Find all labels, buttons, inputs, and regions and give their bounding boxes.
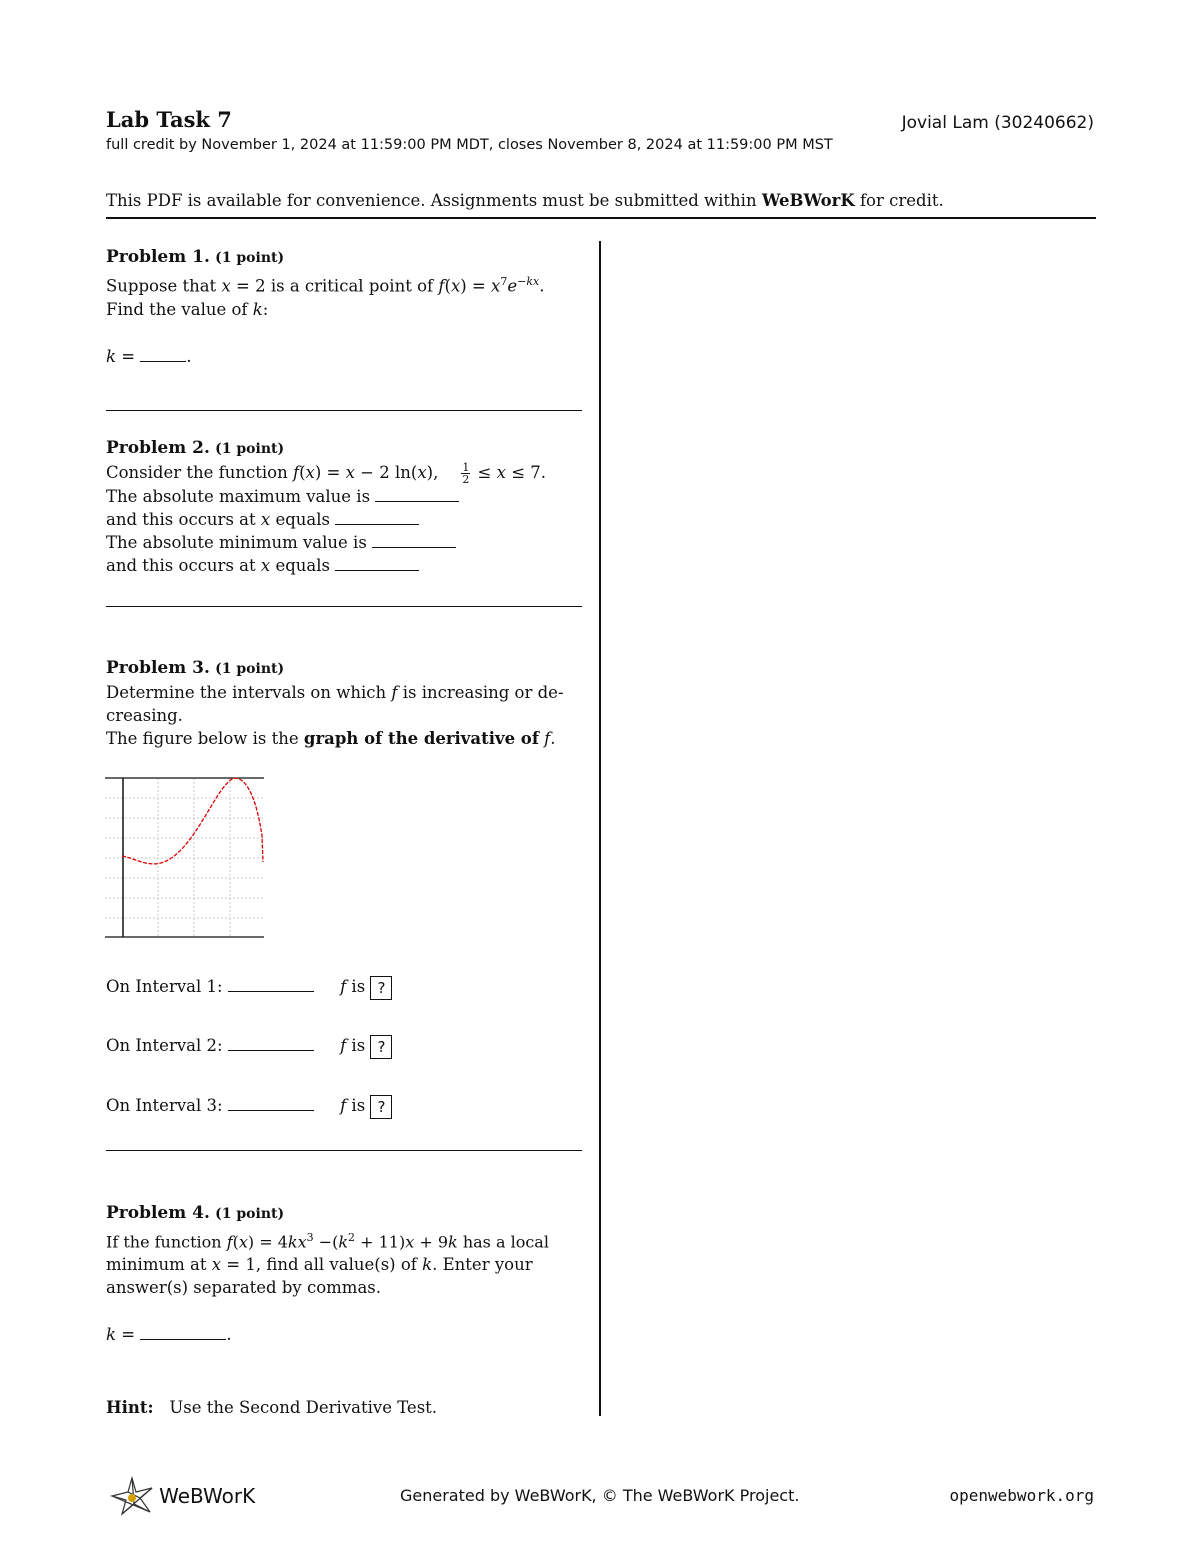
due-dates: full credit by November 1, 2024 at 11:59:00 PM MDT, closes November 8, 2024 at 11:59:00 PM MST [106, 137, 833, 153]
problem-4-answer: k = . [106, 1325, 232, 1345]
derivative-graph [104, 776, 266, 940]
problem-title: Problem 3. [106, 658, 210, 678]
column-divider [599, 241, 601, 1416]
footer-brand: WeBWorK [159, 1484, 256, 1508]
webwork-logo [110, 1476, 255, 1516]
min-value-row: The absolute minimum value is [106, 531, 582, 554]
direction-select[interactable]: ? [370, 1095, 392, 1119]
problem-2 [106, 436, 582, 577]
interval-row-1: On Interval 1: f is ? [106, 975, 392, 1000]
problem-points: (1 point) [215, 1206, 285, 1222]
assignment-title: Lab Task 7 [106, 107, 232, 132]
problem-separator [106, 606, 582, 607]
problem-separator [106, 1150, 582, 1151]
problem-title: Problem 2. [106, 438, 210, 458]
header-rule [106, 217, 1096, 219]
footer-url[interactable]: openwebwork.org [949, 1486, 1094, 1505]
problem-separator [106, 410, 582, 411]
problem-points: (1 point) [215, 441, 285, 457]
problem-points: (1 point) [215, 250, 285, 266]
answer-blank[interactable] [335, 508, 419, 525]
problem-4-statement-cont: minimum at x = 1, find all value(s) of k. Enter your [106, 1255, 533, 1275]
notice-brand: WeBWorK [761, 191, 855, 210]
problem-4 [106, 1201, 582, 1419]
notice-pre: This PDF is available for convenience. Assignments must be submitted within [106, 191, 757, 210]
problem-3-statement-cont: creasing. [106, 706, 183, 725]
answer-blank[interactable] [372, 531, 456, 548]
problem-2-statement: Consider the function f(x) = x − 2 ln(x), $\frac{1}{2}$ ≤ x ≤ 7. [106, 461, 547, 486]
hint-text: Use the Second Derivative Test. [169, 1398, 438, 1418]
notice-post: for credit. [859, 191, 944, 210]
problem-title: Problem 1. [106, 247, 210, 267]
problem-points: (1 point) [215, 661, 285, 677]
problem-4-hint [106, 1396, 582, 1419]
problem-4-statement-end: answer(s) separated by commas. [106, 1278, 381, 1298]
footer-generated: Generated by WeBWorK, © The WeBWorK Project. [400, 1486, 800, 1505]
hint-label: Hint: [106, 1398, 154, 1418]
student-name: Jovial Lam (30240662) [901, 113, 1094, 133]
answer-blank[interactable] [140, 1323, 226, 1340]
problem-1 [106, 245, 582, 368]
logo-center [128, 1494, 136, 1502]
max-value-row: The absolute maximum value is [106, 485, 582, 508]
interval-row-3: On Interval 3: f is ? [106, 1094, 392, 1119]
problem-1-question: Find the value of k: [106, 299, 269, 319]
graph-grid [105, 778, 264, 936]
min-at-row: and this occurs at x equals [106, 554, 582, 577]
problem-3 [106, 656, 582, 750]
answer-blank[interactable] [228, 1034, 314, 1051]
answer-blank[interactable] [228, 975, 314, 992]
pdf-notice [106, 191, 944, 210]
answer-blank[interactable] [140, 345, 186, 362]
interval-row-2: On Interval 2: f is ? [106, 1034, 392, 1059]
problem-1-statement: Suppose that x = 2 is a critical point of $f(x) = x^7e^{-kx}$. [106, 275, 545, 296]
answer-blank[interactable] [335, 554, 419, 571]
problem-3-statement: Determine the intervals on which f is increasing or de- [106, 683, 564, 702]
direction-select[interactable]: ? [370, 976, 392, 1000]
problem-3-figure-caption: The figure below is the graph of the derivative of f. [106, 729, 556, 748]
problem-title: Problem 4. [106, 1203, 210, 1223]
problem-1-answer: k = . [106, 346, 192, 366]
direction-select[interactable]: ? [370, 1035, 392, 1059]
webwork-logo-icon [110, 1476, 154, 1516]
answer-blank[interactable] [228, 1094, 314, 1111]
answer-blank[interactable] [375, 485, 459, 502]
problem-4-statement: If the function $f(x) = 4kx^3 -(k^2 + 11)x + 9k$ has a local [106, 1231, 549, 1252]
max-at-row: and this occurs at x equals [106, 508, 582, 531]
derivative-curve [122, 778, 263, 864]
